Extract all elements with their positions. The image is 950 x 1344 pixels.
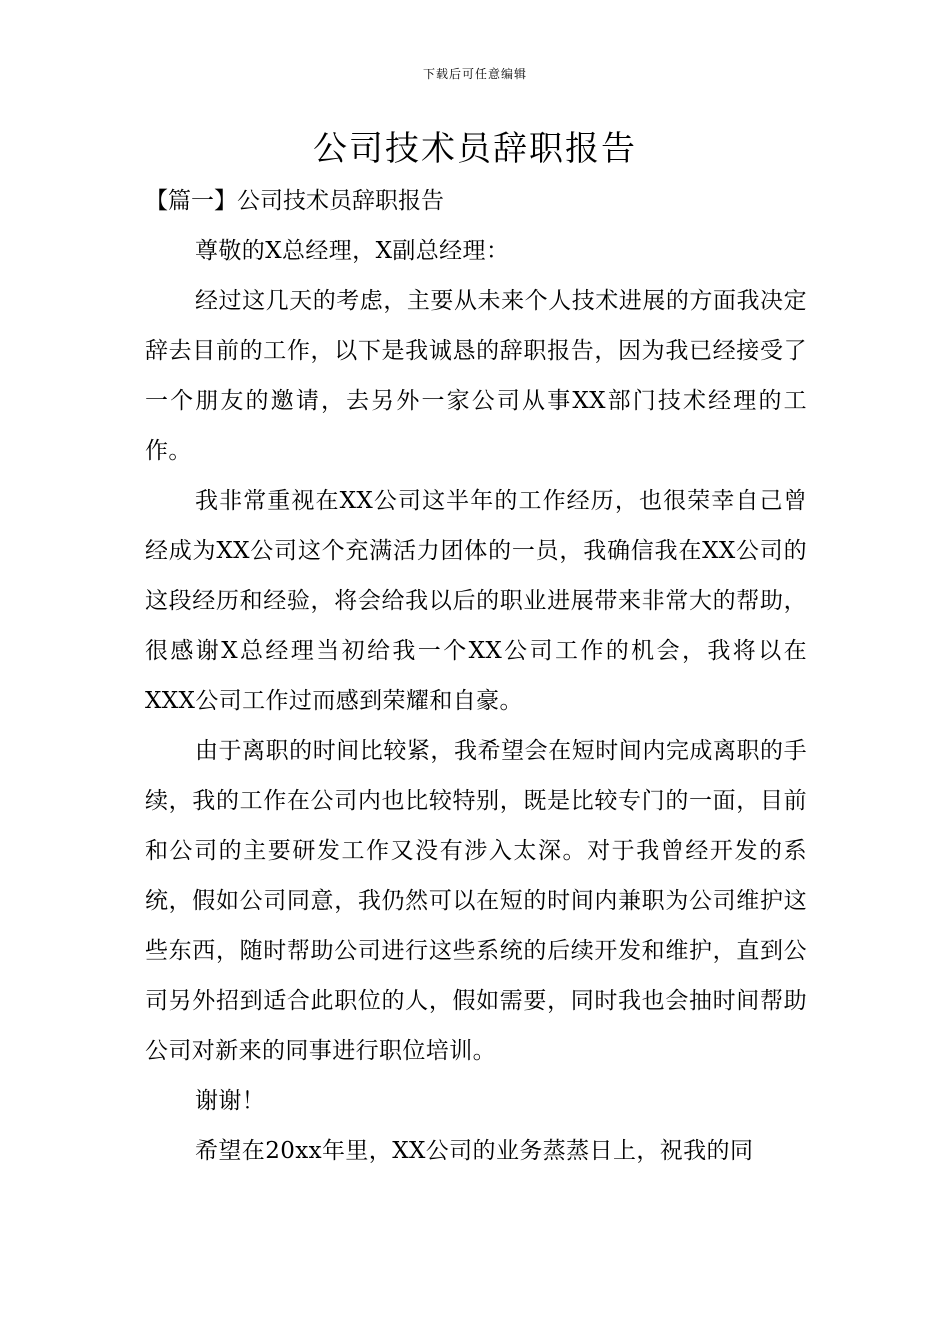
body-paragraph-1: 经过这几天的考虑，主要从未来个人技术进展的方面我决定辞去目前的工作，以下是我诚恳的辞职报告，因为我已经接受了一个朋友的邀请，去另外一家公司从事XX部门技术经理的工作。 [145, 288, 807, 464]
thanks-line: 谢谢！ [195, 1088, 266, 1114]
body-paragraph-2: 我非常重视在XX公司这半年的工作经历，也很荣幸自己曾经成为XX公司这个充满活力团体的一员，我确信我在XX公司的这段经历和经验，将会给我以后的职业进展带来非常大的帮助，很感谢X总经理当初给我一个XX公司工作的机会，我将以在XXX公司工作过而感到荣耀和自豪。 [145, 488, 807, 714]
salutation: 尊敬的X总经理，X副总经理： [195, 238, 510, 264]
document-title: 公司技术员辞职报告 [313, 129, 637, 169]
document-body [145, 176, 807, 1176]
body-paragraph-3: 由于离职的时间比较紧，我希望会在短时间内完成离职的手续，我的工作在公司内也比较特别，既是比较专门的一面，目前和公司的主要研发工作又没有涉入太深。对于我曾经开发的系统，假如公司同意，我仍然可以在短的时间内兼职为公司维护这些东西，随时帮助公司进行这些系统的后续开发和维护，直到公司另外招到适合此职位的人，假如需要，同时我也会抽时间帮助公司对新来的同事进行职位培训。 [145, 738, 807, 1064]
closing-paragraph: 希望在20xx年里，XX公司的业务蒸蒸日上，祝我的同 [195, 1138, 754, 1164]
header-note: 下载后可任意编辑 [422, 67, 527, 81]
section-heading: 【篇一】公司技术员辞职报告 [145, 188, 444, 214]
